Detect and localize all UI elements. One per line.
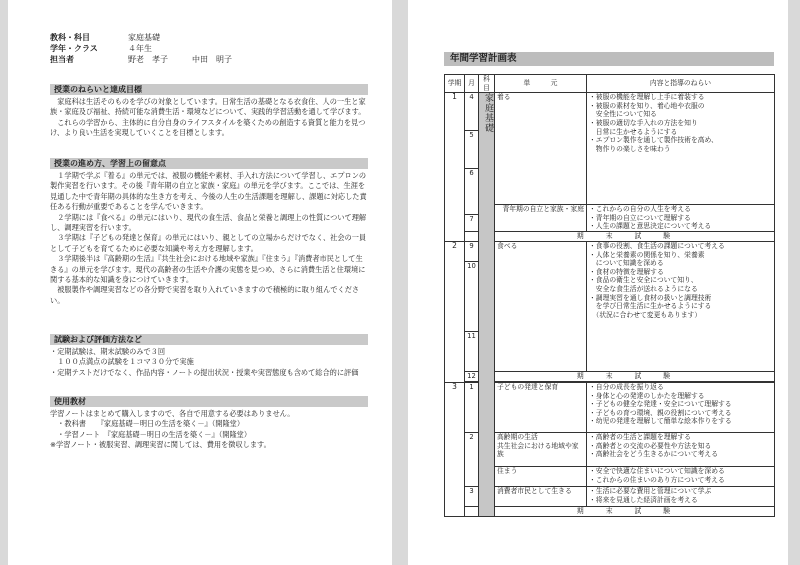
table-row — [445, 241, 775, 261]
content-line: ・高齢者との交流の必要性や方法を知る — [589, 441, 712, 450]
table-header-row — [445, 75, 775, 93]
paragraph: １学期で学ぶ『着る』の単元では、被服の機能や素材、手入れ方法について学習し、エプロンの製作実習を行います。その後『青年期の自立と家族・家庭』の単元を学びます。ここでは、生涯を見通した中で青年期の具体的な生き方を考え、今後の人生の生活課題を理解し、課題に対応した責任ある行動が重要であることを学んでいきます。 — [50, 171, 367, 212]
paragraph: ※学習ノート・被服実習、調理実習に関しては、費用を徴収します。 — [50, 440, 271, 450]
unit-cell: 住まう — [495, 466, 587, 486]
month-cell: 2 — [465, 432, 479, 486]
month-cell: 6 — [465, 169, 479, 215]
info-value: 家庭基礎 — [128, 33, 160, 42]
exam-row — [445, 506, 775, 516]
content-cell — [587, 432, 775, 466]
course-info — [50, 32, 232, 65]
content-cell — [587, 93, 775, 205]
term-cell: 3 — [445, 382, 465, 516]
section-body — [50, 345, 368, 378]
table-row — [445, 382, 775, 432]
info-row-subject — [50, 32, 232, 43]
info-value: ４年生 — [128, 44, 152, 53]
paragraph: １００点満点の試験を１コマ３０分で実施 — [50, 357, 194, 367]
content-line: ・安全で快適な住まいについて知識を深める — [589, 466, 725, 475]
unit-cell — [495, 432, 587, 466]
exam-label: 期末試験 — [495, 371, 775, 381]
content-line: ・身体と心の発達のしかたを理解する — [589, 391, 705, 400]
left-page — [8, 0, 392, 565]
content-line: 安全性について知る — [589, 110, 657, 119]
unit-cell: 青年期の自立と家族・家庭 — [495, 205, 587, 232]
content-line: ・生活に必要な費用と管理について学ぶ — [589, 486, 712, 495]
month-cell — [465, 506, 479, 516]
section-heading: 使用教材 — [50, 396, 368, 407]
unit-cell: 着る — [495, 93, 587, 205]
content-cell — [587, 241, 775, 371]
section-heading: 授業のねらいと達成目標 — [50, 84, 368, 95]
unit-cell: 消費者市民として生きる — [495, 486, 587, 506]
term-cell: 1 — [445, 93, 465, 242]
table-row — [445, 93, 775, 131]
paragraph: ２学期には『食べる』の単元にはいり、現代の食生活、食品と栄養と調理上の性質について理解し、調理実習を行います。 — [50, 212, 367, 233]
content-line: 安全な食生活が送れるようになる — [589, 284, 698, 293]
content-line: ・子どもの育つ環境、親の役割について考える — [589, 408, 732, 417]
paragraph: 学習ノートはまとめて購入しますので、各自で用意する必要はありません。 — [50, 409, 295, 418]
paragraph: 家庭科は生活そのものを学びの対象としています。日常生活の基礎となる衣食住、人の一生と家族・家庭及び福祉、持続可能な消費生活・環境などについて、実践的学習活動を通して学びます。 — [50, 97, 366, 117]
content-line: ・高齢社会をどう生きるかについて考える — [589, 450, 719, 459]
content-line: 物作りの楽しさを味わう — [589, 144, 671, 153]
section-heading: 授業の進め方、学習上の留意点 — [50, 158, 368, 169]
content-line: を学び日常生活に生かせるようにする — [589, 302, 712, 311]
section-body — [50, 95, 368, 139]
month-cell — [465, 231, 479, 241]
exam-row — [445, 231, 775, 241]
section-heading: 試験および評価方法など — [50, 334, 368, 345]
table-row — [445, 432, 775, 466]
unit-line: 共生社会における地域や家族 — [497, 441, 579, 459]
paragraph: ３学期は『子どもの発達と保育』の単元にはいり、親としての立場からだけでなく、社会の一員として子どもを育てるために必要な知識や考え方を理解します。 — [50, 233, 367, 253]
table-row — [445, 466, 775, 486]
content-line: ・調理実習を通し食材の扱いと調理技術 — [589, 293, 712, 302]
content-line: ・幼児の発達を理解して簡単な絵本作りをする — [589, 417, 732, 426]
content-line: について知識を深める — [589, 259, 664, 268]
unit-cell: 子どもの発達と保育 — [495, 382, 587, 432]
content-line: ・これからの自分の人生を考える — [589, 205, 691, 214]
header-subject: 科目 — [479, 75, 495, 93]
info-value: 野老 孝子 中田 明子 — [128, 55, 232, 64]
month-cell: 4 — [465, 93, 479, 131]
month-cell: 1 — [465, 382, 479, 432]
content-line: ・被服の適切な手入れの方法を知り — [589, 118, 698, 127]
paragraph: 被服製作や調理実習などの各分野で実習を取り入れていきますので積極的に取り組んでください。 — [50, 285, 360, 305]
content-line: ・これからの住まいのあり方について考える — [589, 475, 725, 484]
header-content: 内容と指導のねらい — [587, 75, 775, 93]
paragraph: ・定期テストだけでなく、作品内容・ノートの提出状況・授業や実習態度も含めて総合的に評価 — [50, 367, 359, 377]
paragraph: ・教科書 『家庭基礎－明日の生活を築く－』（開隆堂） — [50, 419, 245, 429]
month-cell: 9 — [465, 241, 479, 261]
content-line: ・高齢者の生活と課題を理解する — [589, 432, 691, 441]
plan-title: 年間学習計画表 — [444, 52, 774, 66]
section-body — [50, 169, 368, 306]
month-cell: 5 — [465, 131, 479, 169]
content-line: ・子どもの健全な発達・安全について理解する — [589, 400, 732, 409]
month-cell: 12 — [465, 371, 479, 381]
content-cell — [587, 486, 775, 506]
content-line: ・被服の機能を理解し上手に着装する — [589, 93, 705, 102]
content-line: ・人生の課題と意思決定について考える — [589, 222, 712, 231]
content-line: ・被服の素材を知り、着心地や衣服の — [589, 101, 705, 110]
month-cell: 10 — [465, 261, 479, 331]
term-cell: 2 — [445, 241, 465, 382]
header-month: 月 — [465, 75, 479, 93]
section-method — [50, 158, 368, 306]
section-body — [50, 407, 368, 451]
content-line: （状況に合わせて変更もあります） — [589, 310, 702, 319]
table-row — [445, 486, 775, 506]
annual-plan-table — [444, 74, 775, 517]
exam-label: 期末試験 — [495, 506, 775, 516]
content-line: ・食事の役割、食生活の課題について考える — [589, 241, 725, 250]
content-cell — [587, 205, 775, 232]
content-cell — [587, 466, 775, 486]
content-line: ・将来を見通した経済計画を考える — [589, 495, 698, 504]
content-line: ・青年期の自立について理解する — [589, 213, 691, 222]
content-cell — [587, 382, 775, 432]
content-line: 日常に生かせるようにする — [589, 127, 678, 136]
unit-cell: 食べる — [495, 241, 587, 371]
info-key: 学年・クラス — [50, 44, 98, 53]
content-line: ・人体と栄養素の関係を知り、栄養素 — [589, 250, 705, 259]
content-line: ・食材の特徴を理解する — [589, 267, 664, 276]
section-materials — [50, 396, 368, 451]
subject-cell — [479, 93, 495, 517]
unit-line: 高齢期の生活 — [497, 432, 538, 441]
exam-row — [445, 371, 775, 381]
content-line: ・エプロン製作を通して製作技術を高め、 — [589, 136, 718, 145]
paragraph: ・学習ノート 『家庭基礎－明日の生活を築く－』（開隆堂） — [50, 429, 252, 439]
month-cell: 11 — [465, 331, 479, 371]
month-cell: 7 — [465, 215, 479, 231]
info-row-grade — [50, 43, 232, 54]
section-evaluation — [50, 334, 368, 378]
exam-label: 期末試験 — [495, 231, 775, 241]
right-page — [408, 0, 788, 565]
paragraph: ・定期試験は、期末試験のみで３回 — [50, 347, 166, 356]
table-row — [445, 205, 775, 215]
content-line: ・自分の成長を振り返る — [589, 382, 664, 391]
subject-label: 家庭基礎 — [483, 93, 493, 134]
info-key: 担当者 — [50, 55, 74, 64]
content-line: ・食品の衛生と安全について知り、 — [589, 276, 698, 285]
section-aims — [50, 84, 368, 139]
info-key: 教科・科目 — [50, 33, 90, 42]
paragraph: これらの学習から、主体的に自分自身のライフスタイルを築くための創造する資質と能力を見つけ、より良い生活を実現していくことを目標とします。 — [50, 117, 366, 138]
header-unit: 単 元 — [495, 75, 587, 93]
header-term: 学期 — [445, 75, 465, 93]
paragraph: ３学期後半は『高齢期の生活』『共生社会における地域や家族』『住まう』『消費者市民として生きる』の単元を学びます。現代の高齢者の生活や介護の実態を見つめ、さらに消費生活と住環境に関する基本的な知識を身につけていきます。 — [50, 254, 366, 285]
info-row-teacher — [50, 54, 232, 65]
month-cell: 3 — [465, 486, 479, 506]
